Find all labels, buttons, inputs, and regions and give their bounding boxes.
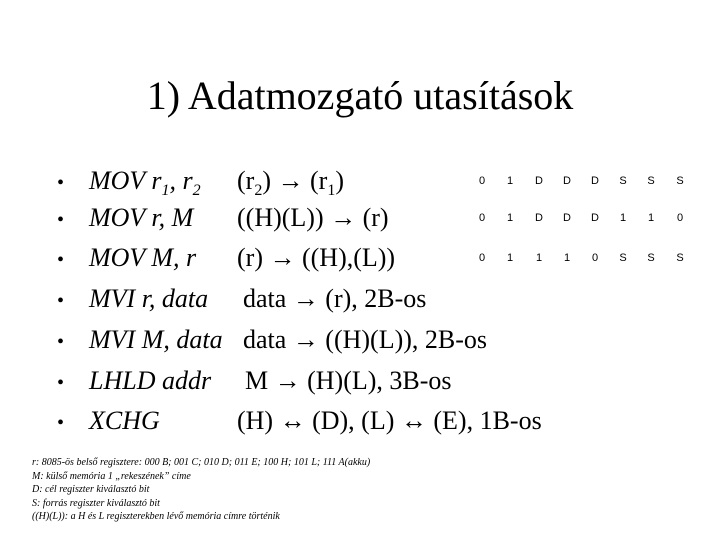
footnote-line: ((H)(L)): a H és L regiszterekben lévő memória címre történik: [32, 511, 280, 522]
instruction-description: $(r_2) \to (r_1)$: [237, 166, 344, 200]
opcode-bit: S: [647, 175, 655, 187]
opcode-bit: 0: [478, 175, 486, 187]
page-title: 1) Adatmozgató utasítások: [146, 73, 574, 118]
opcode-bit: 1: [535, 252, 543, 264]
list-item: [0, 240, 720, 280]
opcode-bit: 0: [591, 252, 599, 264]
list-item: [0, 200, 720, 240]
opcode-bit: D: [563, 212, 571, 224]
opcode-bit: D: [591, 175, 599, 187]
opcode-bit: S: [619, 175, 627, 187]
instruction-mnemonic: MOV $r_1$, $r_2$: [89, 166, 201, 200]
opcode-bit: 0: [676, 212, 684, 224]
opcode-bits: [467, 246, 697, 270]
bullet-marker: •: [57, 372, 65, 394]
list-item: [0, 322, 720, 362]
instruction-mnemonic: MVI r, data: [89, 284, 209, 313]
bullet-marker: •: [57, 172, 65, 194]
opcode-bit: D: [591, 212, 599, 224]
list-item: [0, 363, 720, 403]
instruction-mnemonic: LHLD addr: [89, 366, 212, 395]
opcode-bit: D: [563, 175, 571, 187]
instruction-description: M → (H)(L), 3B-os: [245, 366, 452, 395]
opcode-bit: D: [535, 212, 543, 224]
instruction-mnemonic: MOV M, r: [89, 243, 197, 272]
instruction-mnemonic: MOV r, M: [89, 203, 194, 232]
bullet-marker: •: [57, 290, 65, 312]
opcode-bit: S: [619, 252, 627, 264]
opcode-bits: [467, 169, 697, 193]
opcode-bit: 1: [619, 212, 627, 224]
opcode-bit: S: [676, 175, 684, 187]
bullet-marker: •: [57, 412, 65, 434]
opcode-bits: [467, 206, 697, 230]
opcode-bit: 1: [563, 252, 571, 264]
instruction-mnemonic: XCHG: [89, 406, 160, 435]
list-item: [0, 281, 720, 321]
instruction-description: (r) → ((H),(L)): [237, 243, 396, 272]
opcode-bit: 1: [506, 175, 514, 187]
opcode-bit: 0: [478, 212, 486, 224]
footnote-line: M: külső memória 1 „rekeszének” címe: [32, 470, 191, 482]
footnote-line: r: 8085-ös belső regisztere: 000 B; 001 C; 010 D; 011 E; 100 H; 101 L; 111 A(akku): [32, 457, 371, 468]
bullet-marker: •: [57, 209, 65, 231]
bullet-marker: •: [57, 331, 65, 353]
instruction-description: ((H)(L)) → (r): [237, 203, 389, 232]
opcode-bit: 1: [506, 252, 514, 264]
instruction-mnemonic: MVI M, data: [89, 325, 223, 354]
footnote-line: S: forrás regiszter kiválasztó bit: [32, 497, 160, 509]
instruction-description: data → (r), 2B-os: [243, 284, 427, 313]
bullet-marker: •: [57, 249, 65, 271]
list-item: [0, 163, 720, 203]
footnotes: [32, 456, 370, 524]
opcode-bit: S: [647, 252, 655, 264]
opcode-bit: D: [535, 175, 543, 187]
opcode-bit: 0: [478, 252, 486, 264]
opcode-bit: 1: [647, 212, 655, 224]
footnote-line: D: cél regiszter kiválasztó bit: [32, 484, 150, 495]
instruction-description: data → ((H)(L)), 2B-os: [243, 325, 488, 354]
instruction-description: (H) ↔ (D), (L) ↔ (E), 1B-os: [237, 406, 542, 435]
list-item: [0, 403, 720, 443]
opcode-bit: 1: [506, 212, 514, 224]
opcode-bit: S: [676, 252, 684, 264]
